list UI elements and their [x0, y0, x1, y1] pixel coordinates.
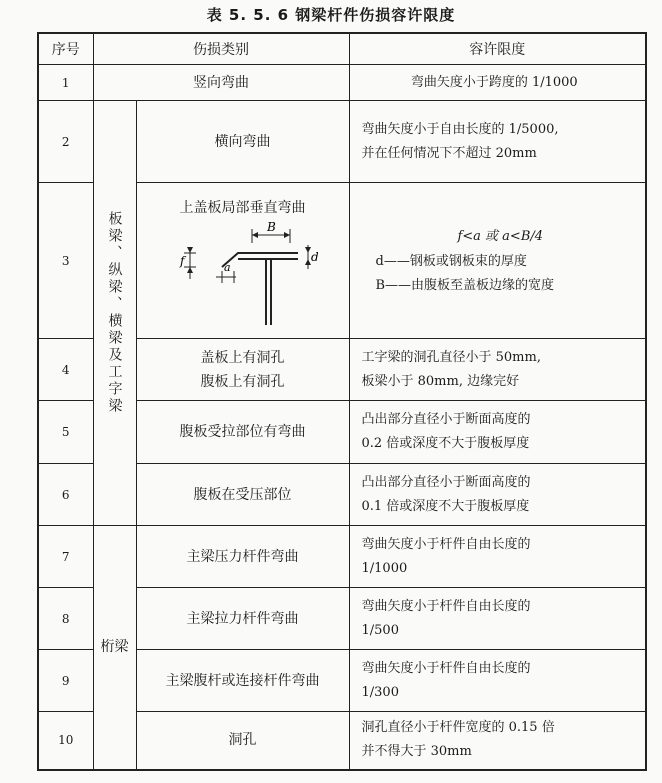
category-plate-girder: [93, 101, 136, 526]
limit-line: 工字梁的洞孔直径小于 50mm,: [361, 349, 541, 365]
limit-line: 1/1000: [361, 560, 408, 576]
row-limit: [349, 339, 646, 401]
limit-line: 0.1 倍或深度不大于腹板厚度: [361, 498, 530, 514]
limit-line: 1/300: [361, 684, 399, 700]
row-damage: 主梁腹杆或连接杆件弯曲: [136, 650, 349, 712]
limit-line: 凸出部分直径小于断面高度的: [361, 412, 531, 427]
category-label: 桁梁: [100, 639, 129, 656]
row-seq: 5: [38, 401, 93, 464]
limit-line: 0.2 倍或深度不大于腹板厚度: [361, 436, 530, 451]
limit-line: 1/500: [361, 622, 399, 638]
row-damage: [136, 339, 349, 401]
limit-formula: f<a 或 a<B/4: [457, 228, 544, 244]
label-d: d: [310, 250, 318, 264]
table-row: [38, 526, 646, 588]
limit-line: 弯曲矢度小于杆件自由长度的: [361, 536, 531, 552]
header-limit: 容许限度: [349, 33, 646, 65]
row-limit: [349, 401, 646, 464]
limit-line: 弯曲矢度小于杆件自由长度的: [361, 660, 531, 676]
header-seq: 序号: [38, 33, 93, 65]
row-limit: [349, 588, 646, 650]
row-damage: 竖向弯曲: [93, 65, 349, 101]
limit-line: 洞孔直径小于杆件宽度的 0.15 倍: [361, 720, 555, 736]
row-limit: [349, 464, 646, 526]
row-seq: 2: [38, 101, 93, 183]
row-limit: [349, 712, 646, 770]
damage-limit-table: [37, 32, 647, 771]
row-seq: 7: [38, 526, 93, 588]
row-limit: [349, 526, 646, 588]
row-limit: 弯曲矢度小于跨度的 1/1000: [349, 65, 646, 101]
flange-bending-diagram: [168, 221, 318, 331]
table-row: [38, 65, 646, 101]
limit-line: 并在任何情况下不超过 20mm: [361, 145, 537, 161]
limit-line: B——由腹板至盖板边缘的宽度: [375, 277, 555, 293]
damage-line: 盖板上有洞孔: [200, 349, 285, 366]
row-damage: 洞孔: [136, 712, 349, 770]
row-seq: 8: [38, 588, 93, 650]
label-a: a: [223, 261, 231, 274]
limit-line: 弯曲矢度小于杆件自由长度的: [361, 598, 531, 614]
limit-line: 并不得大于 30mm: [361, 744, 472, 760]
limit-line: 板梁小于 80mm, 边缘完好: [361, 373, 520, 389]
row-limit: [349, 650, 646, 712]
row-limit: [349, 183, 646, 339]
limit-line: 弯曲矢度小于自由长度的 1/5000,: [361, 121, 559, 137]
row-damage: 上盖板局部垂直弯曲: [179, 200, 306, 216]
damage-line: 腹板上有洞孔: [200, 373, 285, 390]
row-seq: 4: [38, 339, 93, 401]
row-limit: [349, 101, 646, 183]
label-B: B: [266, 221, 276, 234]
header-row: [38, 33, 646, 65]
row-seq: 10: [38, 712, 93, 770]
limit-line: d——钢板或钢板束的厚度: [375, 253, 527, 269]
row-damage: 主梁压力杆件弯曲: [136, 526, 349, 588]
row-seq: 3: [38, 183, 93, 339]
category-label: 板梁、纵梁、横梁及工字梁: [106, 211, 123, 415]
row-damage: 腹板受拉部位有弯曲: [136, 401, 349, 464]
row-seq: 6: [38, 464, 93, 526]
table-row: [38, 101, 646, 183]
row-damage: 主梁拉力杆件弯曲: [136, 588, 349, 650]
category-truss: [93, 526, 136, 770]
label-f: f: [179, 254, 184, 268]
row-damage: 横向弯曲: [136, 101, 349, 183]
table-title: 表 5. 5. 6 钢梁杆件伤损容许限度: [206, 6, 456, 24]
row-damage: 腹板在受压部位: [136, 464, 349, 526]
row-seq: 9: [38, 650, 93, 712]
row-seq: 1: [38, 65, 93, 101]
row-damage-with-diagram: [136, 183, 349, 339]
header-damage-type: 伤损类别: [93, 33, 349, 65]
limit-line: 凸出部分直径小于断面高度的: [361, 474, 531, 490]
